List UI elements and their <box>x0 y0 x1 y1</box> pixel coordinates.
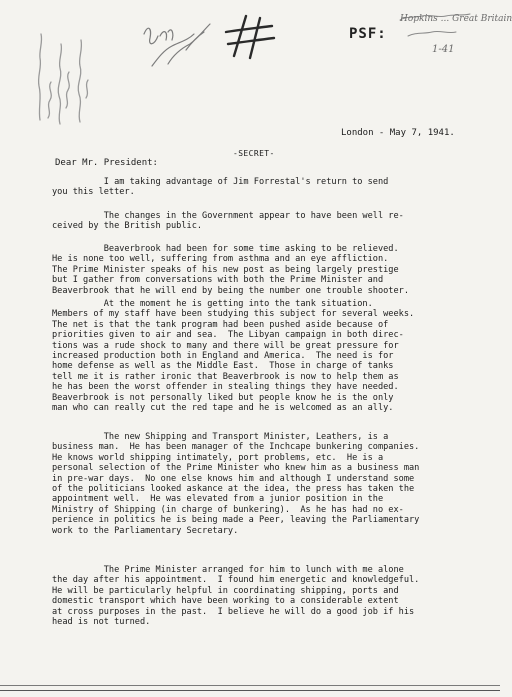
paragraph <box>52 432 492 536</box>
text-line: head is not turned. <box>52 617 151 628</box>
text-line: of the politicians looked askance at the idea, the press has taken the <box>52 484 415 495</box>
text-line: Beaverbrook is not personally liked but people know he is the only <box>52 392 394 403</box>
paragraph <box>52 244 492 296</box>
text-line: work to the Parliamentary Secretary. <box>52 525 239 536</box>
date-line: London - May 7, 1941. <box>341 128 455 138</box>
text-line: Members of my staff have been studying this subject for several weeks. <box>52 309 415 320</box>
text-line: personal selection of the Prime Minister who knew him as a business man <box>52 463 420 474</box>
text-line: Ministry of Shipping (in charge of bunkering). As he has had no ex- <box>52 504 404 515</box>
paragraph <box>52 565 492 627</box>
text-line: He will be particularly helpful in coordinating shipping, ports and <box>52 585 399 596</box>
text-line: Beaverbrook that he will end by being the number one trouble shooter. <box>52 285 409 296</box>
psf-stamp: PSF: <box>349 26 387 42</box>
text-line: He knows world shipping intimately, port problems, etc. He is a <box>52 452 384 463</box>
text-line: you this letter. <box>52 187 135 198</box>
secret-classification-mark: -SECRET- <box>233 149 275 158</box>
text-line: man who can really cut the red tape and he is welcomed as an ally. <box>52 403 394 414</box>
text-line: increased production both in England and America. The need is for <box>52 351 394 362</box>
text-line: The changes in the Government appear to have been well re- <box>52 211 404 221</box>
text-line: the day after his appointment. I found him energetic and knowledgeful. <box>52 575 420 586</box>
text-line: appointment well. He was elevated from a junior position in the <box>52 494 384 505</box>
text-line: The Prime Minister arranged for him to lunch with me alone <box>52 565 404 575</box>
text-line: He is none too well, suffering from asthma and an eye affliction. <box>52 254 389 265</box>
text-line: perience in politics he is being made a Peer, leaving the Parliamentary <box>52 515 420 526</box>
paragraph <box>52 299 492 413</box>
text-line: but I gather from conversations with both the Prime Minister and <box>52 275 384 286</box>
text-line: The Prime Minister speaks of his new post as being largely prestige <box>52 264 399 275</box>
margin-note-file-number: 1-41 <box>432 44 455 55</box>
text-line: at cross purposes in the past. I believe he will do a good job if his <box>52 606 415 617</box>
paragraph <box>52 211 492 232</box>
text-line: ceived by the British public. <box>52 221 203 232</box>
text-line: business man. He has been manager of the Inchcape bunkering companies. <box>52 442 420 453</box>
text-line: he has been the worst offender in stealing things they have needed. <box>52 382 399 393</box>
text-line: tions was a rude shock to many and there will be great pressure for <box>52 340 399 351</box>
text-line: The new Shipping and Transport Minister, Leathers, is a <box>52 432 389 442</box>
handwritten-signature-scribble <box>138 6 288 76</box>
page-edge-rule <box>0 690 500 691</box>
margin-note-file-heading: Hopkins ... Great Britain <box>400 14 512 24</box>
text-line: The net is that the tank program had been pushed aside because of <box>52 319 389 330</box>
text-line: priorities given to air and sea. The Libyan campaign in both direc- <box>52 330 404 341</box>
text-line: At the moment he is getting into the tank situation. <box>52 299 373 309</box>
handwritten-margin-annotation <box>30 28 100 128</box>
salutation: Dear Mr. President: <box>55 158 158 168</box>
text-line: in pre-war days. No one else knows him and although I understand some <box>52 473 415 484</box>
text-line: home defense as well as the Middle East. Those in charge of tanks <box>52 361 394 372</box>
text-line: domestic transport which have been working to a considerable extent <box>52 596 399 607</box>
text-line: I am taking advantage of Jim Forrestal's return to send <box>52 177 389 187</box>
page-edge-rule <box>0 685 500 686</box>
text-line: tell me it is rather ironic that Beaverbrook is now to help them as <box>52 371 399 382</box>
paragraph <box>52 177 492 198</box>
text-line: Beaverbrook had been for some time asking to be relieved. <box>52 244 399 254</box>
